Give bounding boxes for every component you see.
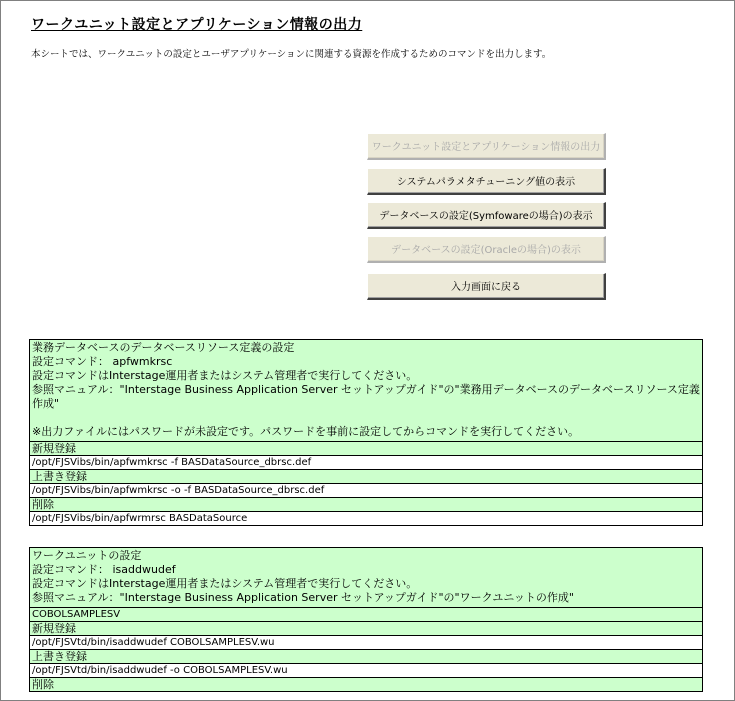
manual-reference: 参照マニュアル："Interstage Business Application Server セットアップガイド"の"業務用データベースのデータベースリソース定義作成" bbox=[32, 383, 700, 410]
spacer bbox=[32, 411, 701, 425]
output-workunit-button[interactable]: ワークユニット設定とアプリケーション情報の出力 bbox=[367, 133, 606, 160]
db-resource-section bbox=[29, 339, 703, 526]
manual-reference: 参照マニュアル："Interstage Business Application Server セットアップガイド"の"ワークユニットの作成" bbox=[32, 591, 574, 604]
delete-command[interactable]: /opt/FJSVibs/bin/apfwrmrsc BASDataSource bbox=[30, 511, 702, 525]
show-system-params-button[interactable]: システムパラメタチューニング値の表示 bbox=[367, 168, 606, 195]
db-resource-header bbox=[30, 340, 702, 441]
workunit-section bbox=[29, 547, 703, 692]
new-register-label: 新規登録 bbox=[30, 441, 702, 455]
delete-label: 削除 bbox=[30, 497, 702, 511]
overwrite-command[interactable]: /opt/FJSVibs/bin/apfwmkrsc -o -f BASDataSource_dbrsc.def bbox=[30, 483, 702, 497]
overwrite-label: 上書き登録 bbox=[30, 469, 702, 483]
page-description: 本シートでは、ワークユニットの設定とユーザアプリケーションに関連する資源を作成するためのコマンドを出力します。 bbox=[31, 49, 552, 60]
workunit-name: COBOLSAMPLESV bbox=[30, 607, 702, 621]
new-register-command[interactable]: /opt/FJSVibs/bin/apfwmkrsc -f BASDataSource_dbrsc.def bbox=[30, 455, 702, 469]
new-register-label: 新規登録 bbox=[30, 621, 702, 635]
overwrite-label: 上書き登録 bbox=[30, 649, 702, 663]
page-title: ワークユニット設定とアプリケーション情報の出力 bbox=[31, 17, 363, 33]
section-title: ワークユニットの設定 bbox=[32, 549, 142, 562]
password-warning: ※出力ファイルにはパスワードが未設定です。パスワードを事前に設定してからコマンドを実行してください。 bbox=[32, 425, 580, 438]
command-name: 設定コマンド： apfwmkrsc bbox=[32, 355, 173, 368]
run-note: 設定コマンドはInterstage運用者またはシステム管理者で実行してください。 bbox=[32, 577, 418, 590]
back-to-input-button[interactable]: 入力画面に戻る bbox=[367, 273, 606, 300]
show-symfoware-db-button[interactable]: データベースの設定(Symfowareの場合)の表示 bbox=[367, 202, 606, 229]
show-oracle-db-button[interactable]: データベースの設定(Oracleの場合)の表示 bbox=[367, 236, 606, 263]
command-name: 設定コマンド： isaddwudef bbox=[32, 563, 176, 576]
delete-label: 削除 bbox=[30, 677, 702, 691]
workunit-header bbox=[30, 548, 702, 607]
run-note: 設定コマンドはInterstage運用者またはシステム管理者で実行してください。 bbox=[32, 369, 418, 382]
new-register-command[interactable]: /opt/FJSVtd/bin/isaddwudef COBOLSAMPLESV.wu bbox=[30, 635, 702, 649]
overwrite-command[interactable]: /opt/FJSVtd/bin/isaddwudef -o COBOLSAMPLESV.wu bbox=[30, 663, 702, 677]
section-title: 業務データベースのデータベースリソース定義の設定 bbox=[32, 341, 295, 354]
